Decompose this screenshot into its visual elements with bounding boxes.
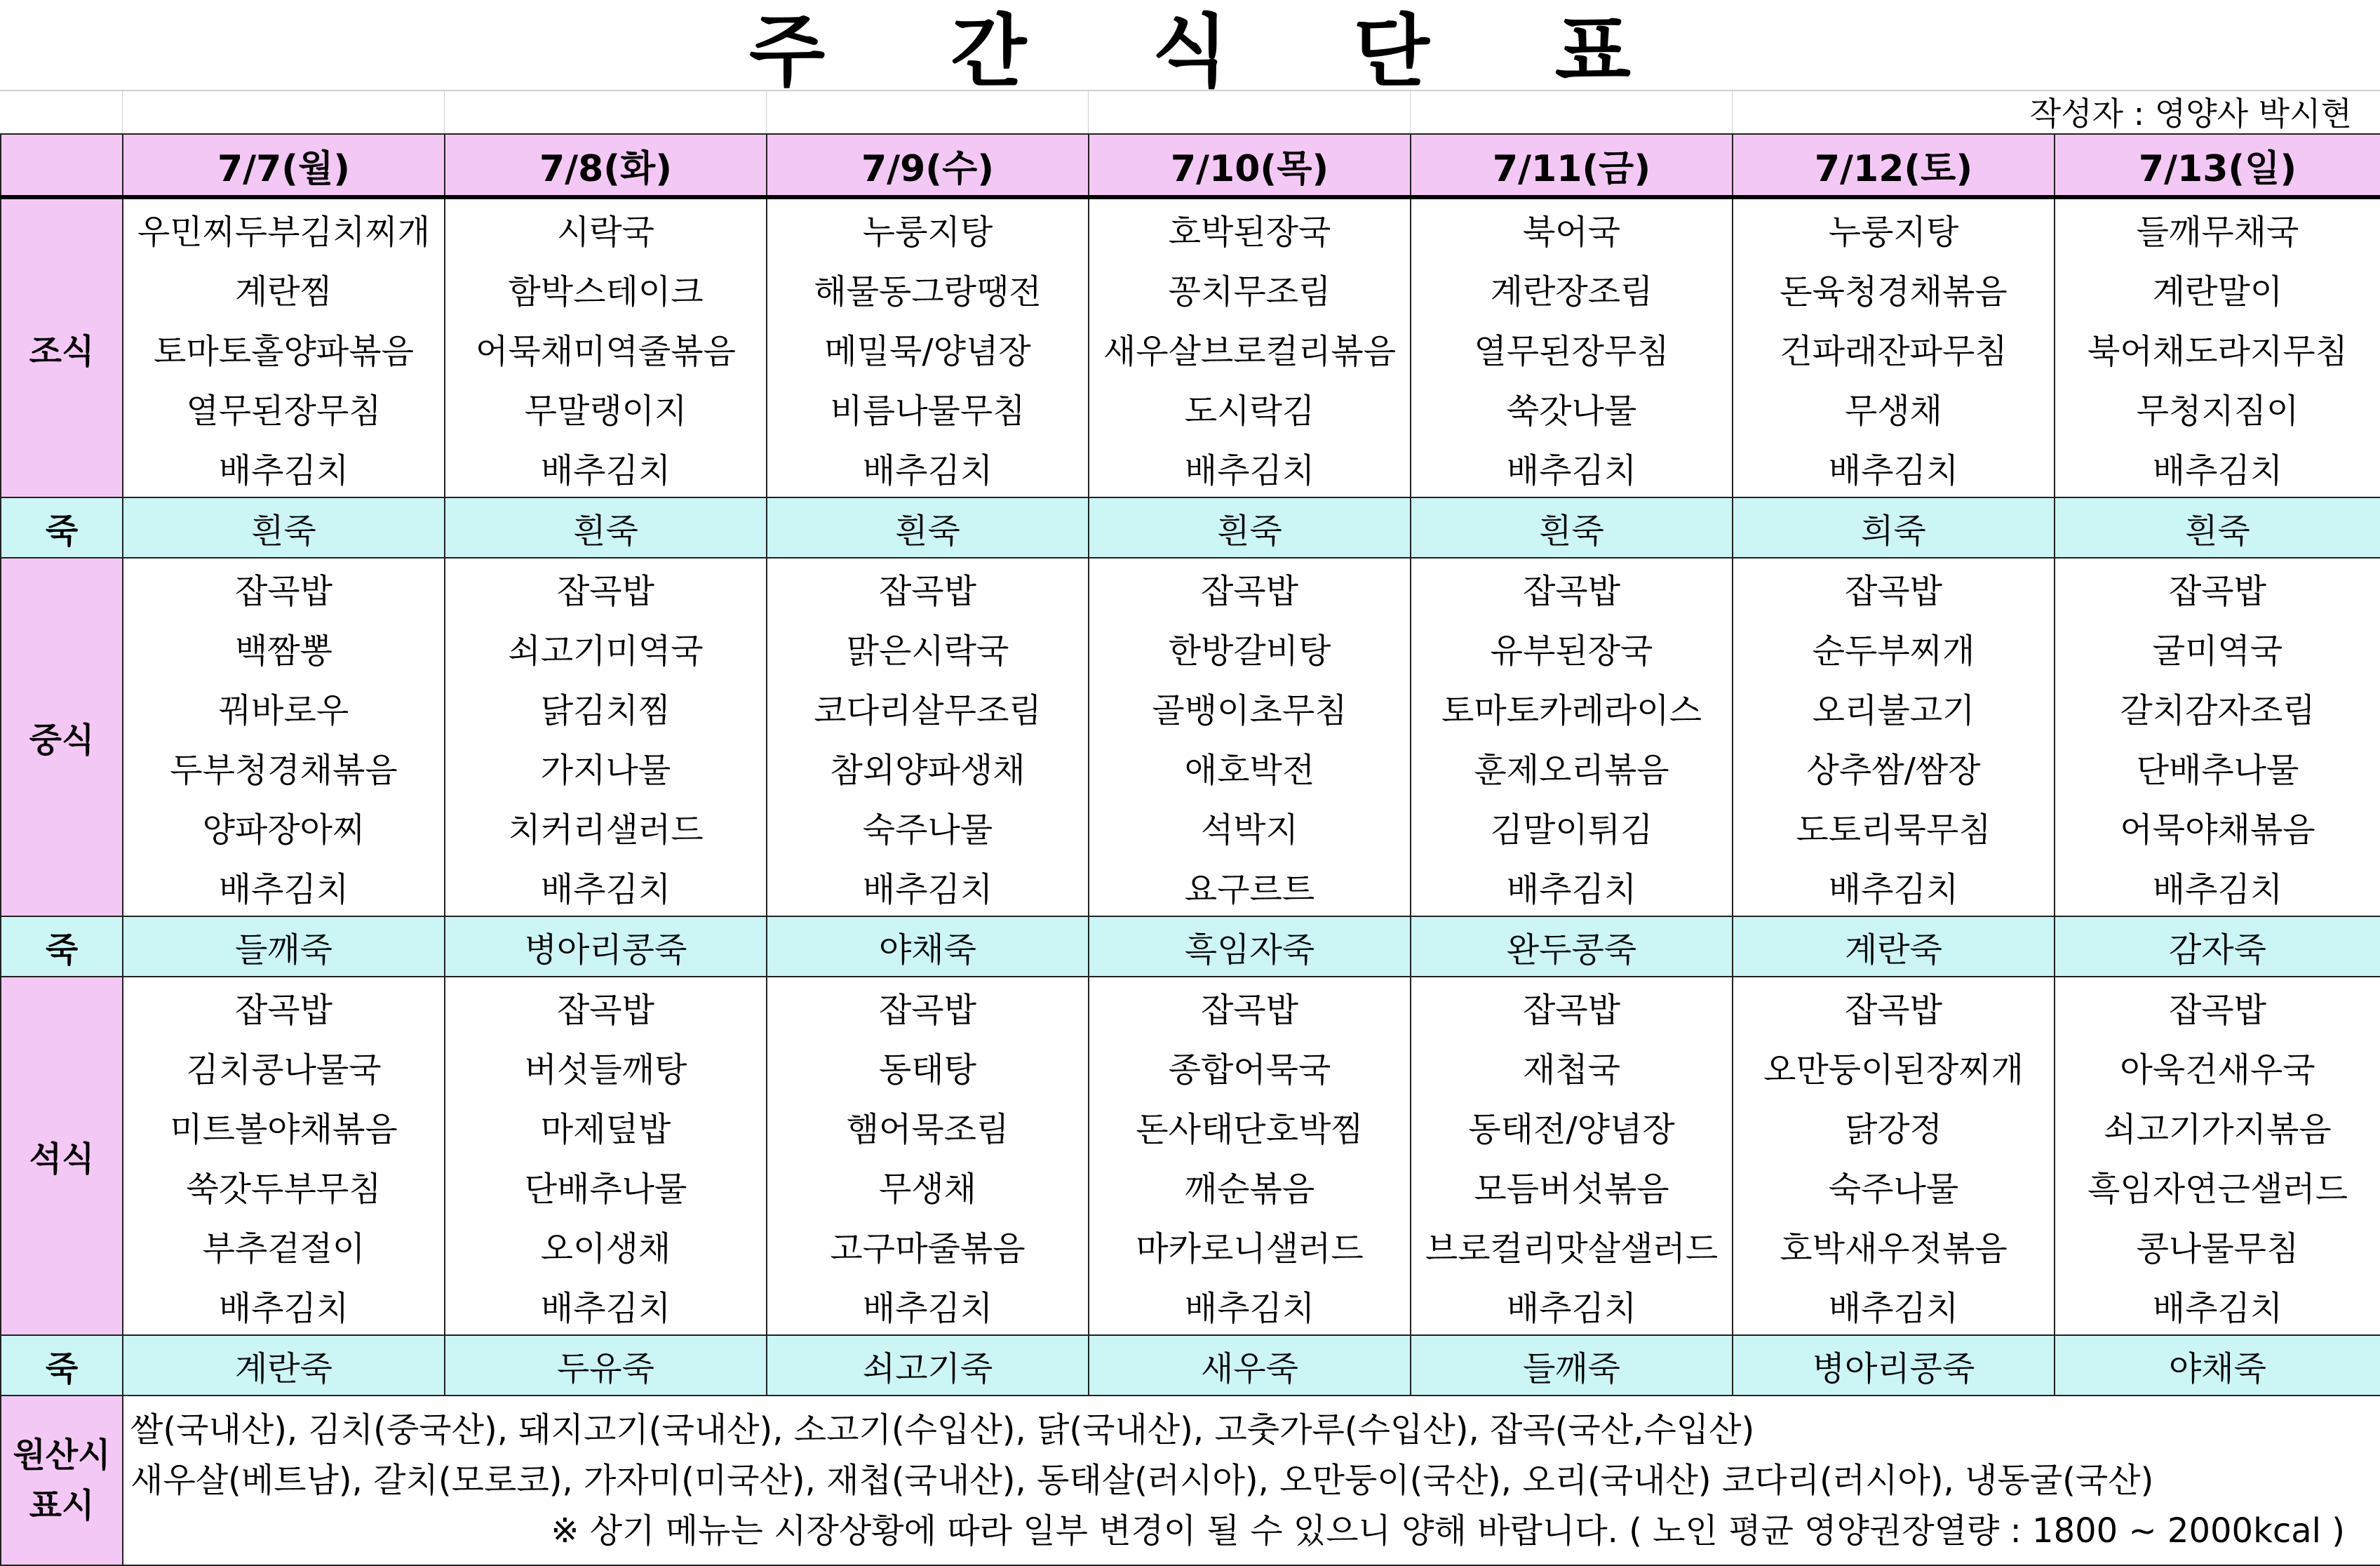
porridge-item: 흰죽: [767, 497, 1089, 558]
menu-item: 우민찌두부김치찌개: [123, 197, 445, 259]
porridge-item: 야채죽: [767, 916, 1089, 977]
menu-item: 계란장조림: [1411, 259, 1733, 319]
menu-item: 가지나물: [445, 737, 767, 797]
menu-item: 어묵채미역줄볶음: [445, 319, 767, 378]
breakfast-row: [1, 438, 2380, 498]
origin-label: 원산시 표시: [1, 1396, 123, 1565]
menu-item: 잡곡밥: [2055, 558, 2380, 618]
menu-item: 배추김치: [767, 1276, 1089, 1336]
porridge-item: 두유죽: [445, 1335, 767, 1396]
menu-item: 오이생채: [445, 1216, 767, 1276]
menu-item: 콩나물무침: [2055, 1216, 2380, 1276]
origin-line: 새우살(베트남), 갈치(모로코), 가자미(미국산), 재첩(국내산), 동태살(러시아), 오만둥이(국산), 오리(국내산) 코다리(러시아), 냉동굴(국산): [130, 1461, 2154, 1500]
menu-note: ※ 상기 메뉴는 시장상황에 따라 일부 변경이 될 수 있으니 양해 바랍니다. ( 노인 평균 영양권장열량 : 1800 ~ 2000kcal ): [551, 1511, 2345, 1551]
menu-item: 누룽지탕: [1733, 197, 2055, 259]
porridge-item: 병아리콩죽: [445, 916, 767, 977]
menu-item: 잡곡밥: [767, 977, 1089, 1037]
menu-item: 토마토카레라이스: [1411, 678, 1733, 737]
dinner-row: [1, 1097, 2380, 1156]
menu-item: 단배추나물: [445, 1156, 767, 1216]
porridge-label: 죽: [1, 1335, 123, 1396]
menu-item: 부추겉절이: [123, 1216, 445, 1276]
menu-item: 한방갈비탕: [1089, 618, 1411, 678]
dinner-row: [1, 1156, 2380, 1216]
menu-item: 흑임자연근샐러드: [2055, 1156, 2380, 1216]
menu-item: 배추김치: [123, 1276, 445, 1336]
menu-item: 햄어묵조림: [767, 1097, 1089, 1156]
porridge-item: 새우죽: [1089, 1335, 1411, 1396]
menu-item: 배추김치: [1411, 438, 1733, 498]
menu-item: 배추김치: [2055, 1276, 2380, 1336]
day-header: 7/12(토): [1733, 134, 2055, 197]
porridge-item: 들깨죽: [123, 916, 445, 977]
menu-item: 잡곡밥: [1733, 558, 2055, 618]
porridge-item: 흰죽: [445, 497, 767, 558]
menu-item: 배추김치: [2055, 857, 2380, 917]
menu-item: 꿔바로우: [123, 678, 445, 737]
menu-item: 잡곡밥: [123, 558, 445, 618]
menu-item: 쑥갓두부무침: [123, 1156, 445, 1216]
author-label: 작성자 : 영양사 박시현: [2029, 95, 2352, 133]
menu-item: 단배추나물: [2055, 737, 2380, 797]
menu-item: 배추김치: [1733, 857, 2055, 917]
menu-item: 잡곡밥: [2055, 977, 2380, 1037]
day-header-row: [1, 134, 2380, 197]
menu-item: 모듬버섯볶음: [1411, 1156, 1733, 1216]
menu-item: 닭김치찜: [445, 678, 767, 737]
menu-item: 꽁치무조림: [1089, 259, 1411, 319]
menu-item: 열무된장무침: [1411, 319, 1733, 378]
menu-item: 참외양파생채: [767, 737, 1089, 797]
dinner-row: [1, 1276, 2380, 1336]
menu-item: 동태전/양념장: [1411, 1097, 1733, 1156]
menu-item: 애호박전: [1089, 737, 1411, 797]
menu-item: 잡곡밥: [1411, 558, 1733, 618]
menu-item: 치커리샐러드: [445, 797, 767, 857]
menu-item: 상추쌈/쌈장: [1733, 737, 2055, 797]
dinner-row: [1, 1037, 2380, 1097]
porridge-row: [1, 1335, 2380, 1396]
menu-item: 양파장아찌: [123, 797, 445, 857]
origin-info: [123, 1396, 2380, 1565]
menu-item: 잡곡밥: [1411, 977, 1733, 1037]
menu-item: 배추김치: [1089, 1276, 1411, 1336]
menu-item: 오만둥이된장찌개: [1733, 1037, 2055, 1097]
menu-item: 깨순볶음: [1089, 1156, 1411, 1216]
menu-item: 쇠고기미역국: [445, 618, 767, 678]
menu-item: 도시락김: [1089, 378, 1411, 438]
porridge-label: 죽: [1, 497, 123, 558]
menu-item: 돈육청경채볶음: [1733, 259, 2055, 319]
lunch-row: [1, 618, 2380, 678]
porridge-row: [1, 916, 2380, 977]
menu-item: 두부청경채볶음: [123, 737, 445, 797]
menu-item: 메밀묵/양념장: [767, 319, 1089, 378]
lunch-row: [1, 737, 2380, 797]
menu-item: 마카로니샐러드: [1089, 1216, 1411, 1276]
menu-item: 계란말이: [2055, 259, 2380, 319]
menu-item: 숙주나물: [767, 797, 1089, 857]
menu-item: 배추김치: [445, 857, 767, 917]
menu-item: 무생채: [1733, 378, 2055, 438]
menu-item: 배추김치: [1089, 438, 1411, 498]
menu-item: 토마토홀양파볶음: [123, 319, 445, 378]
porridge-item: 흰죽: [1089, 497, 1411, 558]
menu-item: 유부된장국: [1411, 618, 1733, 678]
breakfast-row: [1, 259, 2380, 319]
menu-item: 아욱건새우국: [2055, 1037, 2380, 1097]
menu-item: 계란찜: [123, 259, 445, 319]
menu-item: 고구마줄볶음: [767, 1216, 1089, 1276]
menu-item: 굴미역국: [2055, 618, 2380, 678]
menu-item: 숙주나물: [1733, 1156, 2055, 1216]
menu-item: 배추김치: [1411, 1276, 1733, 1336]
menu-item: 오리불고기: [1733, 678, 2055, 737]
menu-item: 동태탕: [767, 1037, 1089, 1097]
menu-item: 종합어묵국: [1089, 1037, 1411, 1097]
day-header: 7/7(월): [123, 134, 445, 197]
porridge-row: [1, 497, 2380, 558]
breakfast-label: 조식: [1, 197, 123, 497]
menu-item: 잡곡밥: [1089, 977, 1411, 1037]
day-header: 7/8(화): [445, 134, 767, 197]
menu-item: 배추김치: [445, 1276, 767, 1336]
breakfast-row: [1, 378, 2380, 438]
menu-item: 잡곡밥: [445, 977, 767, 1037]
menu-item: 맑은시락국: [767, 618, 1089, 678]
porridge-item: 흰죽: [1411, 497, 1733, 558]
porridge-item: 감자죽: [2055, 916, 2380, 977]
day-header: 7/11(금): [1411, 134, 1733, 197]
dinner-label: 석식: [1, 977, 123, 1335]
day-header: 7/13(일): [2055, 134, 2380, 197]
menu-item: 미트볼야채볶음: [123, 1097, 445, 1156]
lunch-row: [1, 558, 2380, 618]
porridge-item: 들깨죽: [1411, 1335, 1733, 1396]
menu-item: 무생채: [767, 1156, 1089, 1216]
dinner-row: [1, 1216, 2380, 1276]
menu-item: 도토리묵무침: [1733, 797, 2055, 857]
menu-item: 골뱅이초무침: [1089, 678, 1411, 737]
dinner-row: [1, 977, 2380, 1037]
menu-item: 열무된장무침: [123, 378, 445, 438]
menu-item: 함박스테이크: [445, 259, 767, 319]
porridge-item: 계란죽: [1733, 916, 2055, 977]
menu-item: 석박지: [1089, 797, 1411, 857]
menu-item: 재첩국: [1411, 1037, 1733, 1097]
menu-item: 시락국: [445, 197, 767, 259]
menu-item: 배추김치: [2055, 438, 2380, 498]
lunch-row: [1, 678, 2380, 737]
menu-item: 잡곡밥: [1733, 977, 2055, 1037]
menu-item: 무말랭이지: [445, 378, 767, 438]
menu-item: 잡곡밥: [1089, 558, 1411, 618]
porridge-item: 흑임자죽: [1089, 916, 1411, 977]
menu-item: 잡곡밥: [767, 558, 1089, 618]
menu-item: 김말이튀김: [1411, 797, 1733, 857]
menu-item: 배추김치: [123, 438, 445, 498]
lunch-row: [1, 857, 2380, 917]
menu-item: 누룽지탕: [767, 197, 1089, 259]
porridge-item: 계란죽: [123, 1335, 445, 1396]
day-header: 7/10(목): [1089, 134, 1411, 197]
menu-item: 코다리살무조림: [767, 678, 1089, 737]
porridge-item: 희죽: [1733, 497, 2055, 558]
origin-row: [1, 1396, 2380, 1565]
porridge-item: 야채죽: [2055, 1335, 2380, 1396]
menu-item: 순두부찌개: [1733, 618, 2055, 678]
menu-item: 해물동그랑땡전: [767, 259, 1089, 319]
porridge-item: 쇠고기죽: [767, 1335, 1089, 1396]
menu-item: 요구르트: [1089, 857, 1411, 917]
menu-item: 호박된장국: [1089, 197, 1411, 259]
menu-item: 잡곡밥: [123, 977, 445, 1037]
menu-item: 배추김치: [1733, 1276, 2055, 1336]
menu-item: 호박새우젓볶음: [1733, 1216, 2055, 1276]
menu-item: 훈제오리볶음: [1411, 737, 1733, 797]
origin-line: 쌀(국내산), 김치(중국산), 돼지고기(국내산), 소고기(수입산), 닭(국내산), 고춧가루(수입산), 잡곡(국산,수입산): [130, 1410, 1755, 1450]
lunch-row: [1, 797, 2380, 857]
porridge-item: 흰죽: [123, 497, 445, 558]
page-title: 주 간 식 단 표: [749, 6, 1680, 98]
porridge-item: 완두콩죽: [1411, 916, 1733, 977]
menu-item: 배추김치: [767, 438, 1089, 498]
menu-item: 건파래잔파무침: [1733, 319, 2055, 378]
menu-item: 닭강정: [1733, 1097, 2055, 1156]
menu-item: 새우살브로컬리볶음: [1089, 319, 1411, 378]
lunch-label: 중식: [1, 558, 123, 916]
menu-item: 북어국: [1411, 197, 1733, 259]
porridge-label: 죽: [1, 916, 123, 977]
menu-item: 쑥갓나물: [1411, 378, 1733, 438]
menu-item: 쇠고기가지볶음: [2055, 1097, 2380, 1156]
menu-item: 북어채도라지무침: [2055, 319, 2380, 378]
menu-item: 김치콩나물국: [123, 1037, 445, 1097]
breakfast-row: [1, 319, 2380, 378]
menu-item: 돈사태단호박찜: [1089, 1097, 1411, 1156]
porridge-item: 흰죽: [2055, 497, 2380, 558]
menu-item: 들깨무채국: [2055, 197, 2380, 259]
menu-item: 배추김치: [123, 857, 445, 917]
menu-item: 배추김치: [1411, 857, 1733, 917]
menu-item: 어묵야채볶음: [2055, 797, 2380, 857]
menu-item: 갈치감자조림: [2055, 678, 2380, 737]
menu-item: 무청지짐이: [2055, 378, 2380, 438]
menu-item: 배추김치: [767, 857, 1089, 917]
menu-table: [0, 133, 2380, 1566]
corner-cell: [1, 134, 123, 197]
breakfast-row: [1, 197, 2380, 259]
menu-item: 잡곡밥: [445, 558, 767, 618]
porridge-item: 병아리콩죽: [1733, 1335, 2055, 1396]
header-gridlines: [0, 90, 2380, 133]
menu-item: 브로컬리맛살샐러드: [1411, 1216, 1733, 1276]
menu-item: 버섯들깨탕: [445, 1037, 767, 1097]
menu-item: 백짬뽕: [123, 618, 445, 678]
menu-item: 배추김치: [445, 438, 767, 498]
menu-item: 배추김치: [1733, 438, 2055, 498]
day-header: 7/9(수): [767, 134, 1089, 197]
menu-item: 비름나물무침: [767, 378, 1089, 438]
menu-item: 마제덮밥: [445, 1097, 767, 1156]
